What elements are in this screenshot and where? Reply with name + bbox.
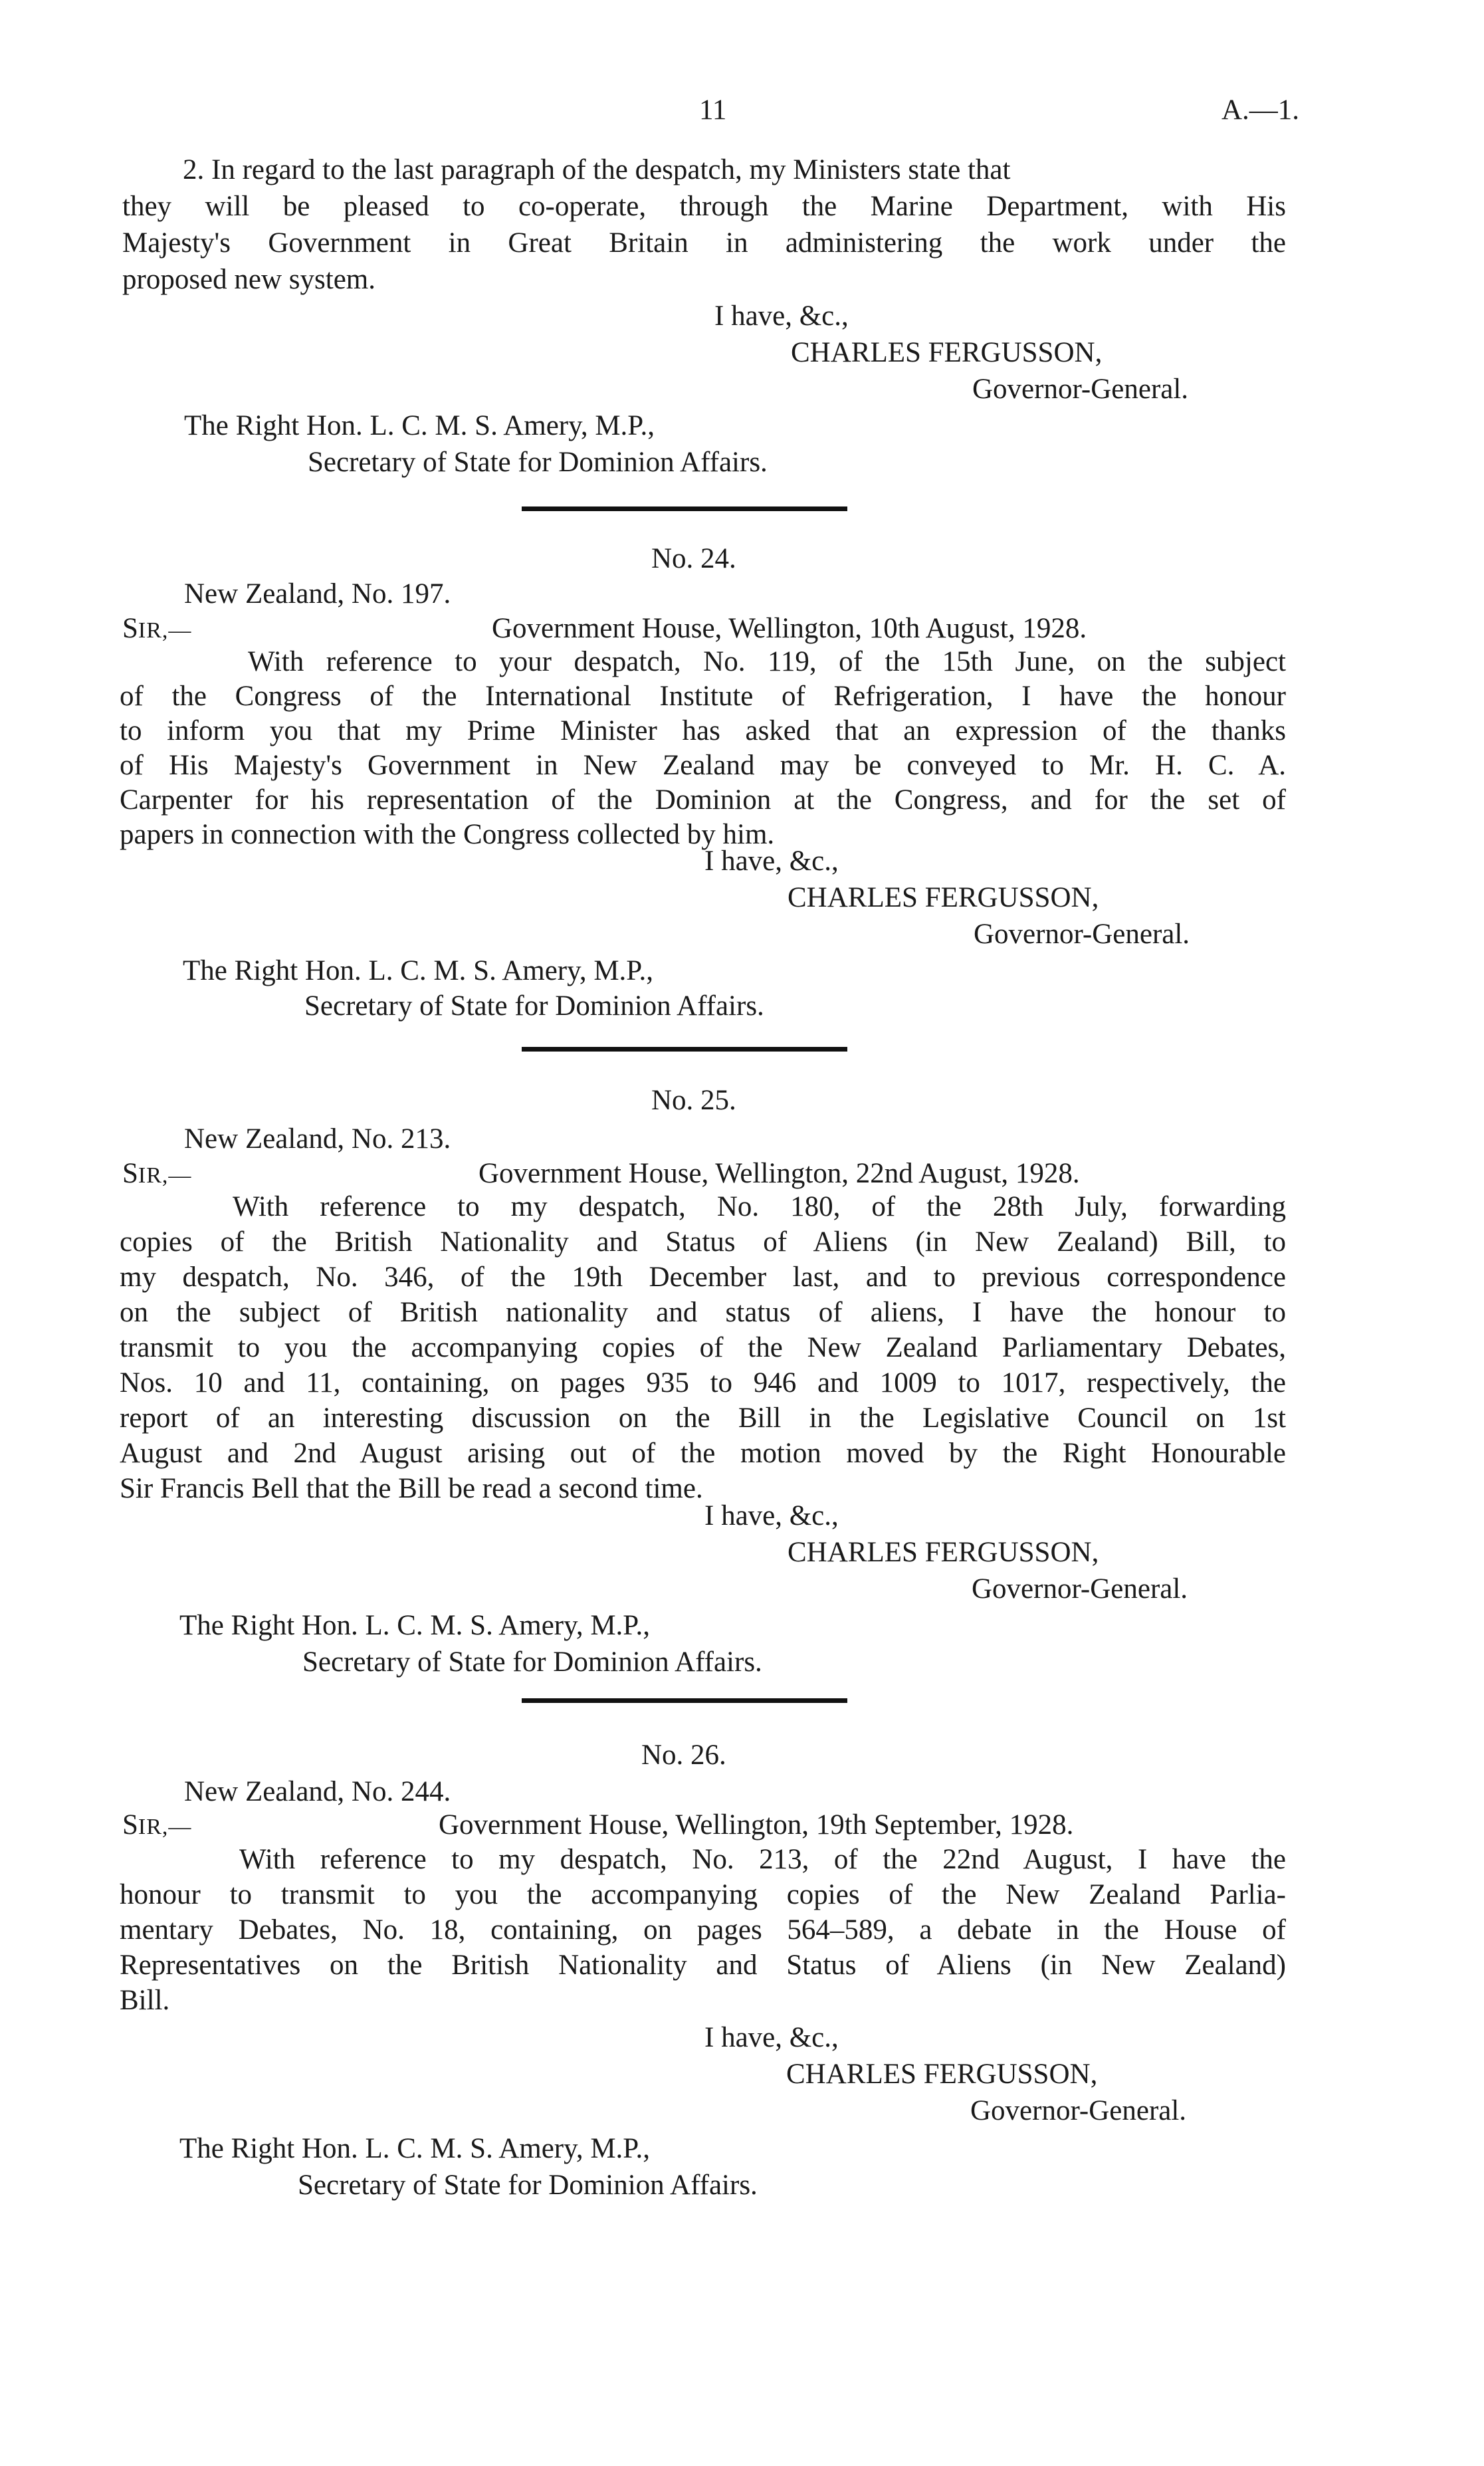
page-number: 11 bbox=[699, 94, 727, 126]
paragraph-line: Sir Francis Bell that the Bill be read a second time. bbox=[120, 1473, 703, 1504]
paragraph-line: Bill. bbox=[120, 1985, 170, 2016]
paragraph-line: proposed new system. bbox=[122, 264, 375, 295]
paragraph-line: of His Majesty's Government in New Zealand may be conveyed to Mr. H. C. A. bbox=[120, 750, 1286, 781]
paragraph-line: report of an interesting discussion on the Bill in the Legislative Council on 1st bbox=[120, 1402, 1286, 1434]
salutation-initial: S bbox=[122, 1158, 138, 1189]
addressee: The Right Hon. L. C. M. S. Amery, M.P., bbox=[179, 1610, 650, 1641]
paragraph-line: With reference to my despatch, No. 213, of the 22nd August, I have the bbox=[239, 1844, 1286, 1875]
despatch-reference: New Zealand, No. 244. bbox=[184, 1776, 451, 1807]
addressee-title: Secretary of State for Dominion Affairs. bbox=[298, 2170, 758, 2201]
paragraph-line: transmit to you the accompanying copies of the New Zealand Parliamentary Debates, bbox=[120, 1332, 1286, 1363]
salutation-rest: IR,— bbox=[138, 1163, 192, 1188]
paragraph-line: of the Congress of the International Institute of Refrigeration, I have the honour bbox=[120, 681, 1286, 712]
closing: I have, &c., bbox=[704, 845, 839, 877]
section-divider bbox=[522, 506, 847, 511]
paragraph-line: mentary Debates, No. 18, containing, on pages 564–589, a debate in the House of bbox=[120, 1914, 1286, 1946]
addressee-title: Secretary of State for Dominion Affairs. bbox=[302, 1646, 762, 1678]
salutation bbox=[122, 1157, 191, 1193]
place-date: Government House, Wellington, 22nd August, 1928. bbox=[478, 1158, 1080, 1189]
paragraph-line: honour to transmit to you the accompanying copies of the New Zealand Parlia- bbox=[120, 1879, 1286, 1910]
section-divider bbox=[522, 1047, 847, 1052]
paragraph-line: With reference to your despatch, No. 119, of the 15th June, on the subject bbox=[248, 646, 1286, 677]
paragraph-line: 2. In regard to the last paragraph of the despatch, my Ministers state that bbox=[183, 154, 1011, 185]
salutation-rest: IR,— bbox=[138, 618, 192, 643]
signatory-title: Governor-General. bbox=[970, 2095, 1187, 2126]
despatch-reference: New Zealand, No. 213. bbox=[184, 1123, 451, 1155]
salutation bbox=[122, 612, 191, 648]
closing: I have, &c., bbox=[714, 300, 849, 332]
addressee: The Right Hon. L. C. M. S. Amery, M.P., bbox=[184, 410, 655, 441]
addressee-title: Secretary of State for Dominion Affairs. bbox=[308, 447, 768, 478]
salutation-rest: IR,— bbox=[138, 1815, 192, 1839]
signatory: CHARLES FERGUSSON, bbox=[788, 1537, 1099, 1568]
paragraph-line: Nos. 10 and 11, containing, on pages 935 to 946 and 1009 to 1017, respectively, the bbox=[120, 1367, 1286, 1399]
signatory: CHARLES FERGUSSON, bbox=[791, 337, 1103, 368]
despatch-number: No. 25. bbox=[651, 1085, 736, 1116]
signatory-title: Governor-General. bbox=[974, 919, 1190, 950]
paragraph-line: Majesty's Government in Great Britain in administering the work under the bbox=[122, 227, 1286, 259]
despatch-reference: New Zealand, No. 197. bbox=[184, 578, 451, 610]
signatory-title: Governor-General. bbox=[972, 1573, 1188, 1605]
salutation-initial: S bbox=[122, 1809, 138, 1841]
signatory-title: Governor-General. bbox=[972, 374, 1189, 405]
paragraph-line: Carpenter for his representation of the Dominion at the Congress, and for the set of bbox=[120, 784, 1286, 816]
closing: I have, &c., bbox=[704, 1500, 839, 1531]
closing: I have, &c., bbox=[704, 2022, 839, 2053]
paragraph-line: they will be pleased to co-operate, through the Marine Department, with His bbox=[122, 191, 1286, 222]
addressee: The Right Hon. L. C. M. S. Amery, M.P., bbox=[179, 2133, 650, 2164]
paragraph-line: With reference to my despatch, No. 180, of the 28th July, forwarding bbox=[233, 1191, 1286, 1222]
salutation bbox=[122, 1808, 191, 1845]
addressee-title: Secretary of State for Dominion Affairs. bbox=[304, 990, 764, 1022]
paragraph-line: on the subject of British nationality and status of aliens, I have the honour to bbox=[120, 1297, 1286, 1328]
signatory: CHARLES FERGUSSON, bbox=[786, 2059, 1098, 2090]
paragraph-line: Representatives on the British Nationality and Status of Aliens (in New Zealand) bbox=[120, 1950, 1286, 1981]
place-date: Government House, Wellington, 19th September, 1928. bbox=[439, 1809, 1074, 1841]
section-divider bbox=[522, 1698, 847, 1703]
paragraph-line: my despatch, No. 346, of the 19th December last, and to previous correspondence bbox=[120, 1262, 1286, 1293]
paragraph-line: August and 2nd August arising out of the motion moved by the Right Honourable bbox=[120, 1438, 1286, 1469]
salutation-initial: S bbox=[122, 613, 138, 644]
signatory: CHARLES FERGUSSON, bbox=[788, 882, 1099, 913]
despatch-number: No. 26. bbox=[641, 1739, 726, 1771]
document-reference: A.—1. bbox=[1221, 94, 1300, 126]
paragraph-line: to inform you that my Prime Minister has asked that an expression of the thanks bbox=[120, 715, 1286, 746]
despatch-number: No. 24. bbox=[651, 543, 736, 574]
paragraph-line: papers in connection with the Congress collected by him. bbox=[120, 819, 775, 850]
addressee: The Right Hon. L. C. M. S. Amery, M.P., bbox=[183, 955, 653, 986]
place-date: Government House, Wellington, 10th August, 1928. bbox=[492, 613, 1087, 644]
paragraph-line: copies of the British Nationality and Status of Aliens (in New Zealand) Bill, to bbox=[120, 1226, 1286, 1258]
